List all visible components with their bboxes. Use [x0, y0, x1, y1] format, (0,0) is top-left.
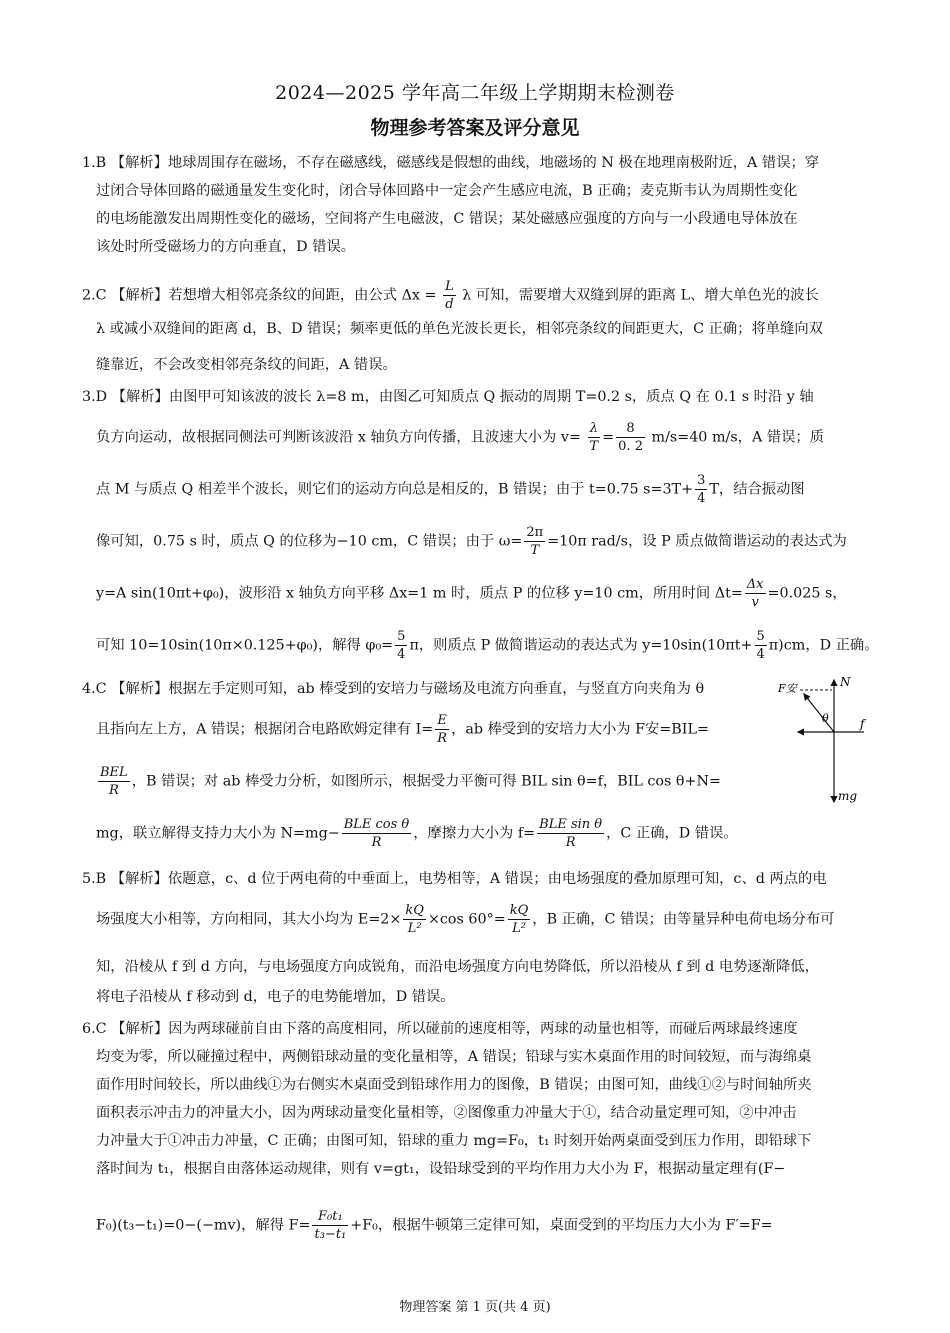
text-line: λ 或减小双缝间的距离 d，B、D 错误；频率更低的单色光波长更长，相邻亮条纹的间距更大，C 正确；将单缝向双	[96, 321, 823, 337]
text-segment: ，摩擦力大小为 f=	[413, 825, 536, 842]
text-line: 1.B 【解析】地球周围存在磁场，不存在磁感线，磁感线是假想的曲线，地磁场的 N 极在地理南极附近，A 错误；穿	[82, 155, 820, 171]
denominator: 4	[397, 647, 406, 662]
numerator: Δx	[746, 577, 764, 592]
text-segment: y=A sin(10πt+φ₀)，波形沿 x 轴负方向平移 Δx=1 m 时，质点 P 的位移 y=10 cm，所用时间 Δt=	[96, 585, 743, 602]
page-footer: 物理答案 第 1 页(共 4 页)	[399, 1300, 551, 1315]
denominator: R	[437, 731, 448, 746]
numerator: 3	[697, 473, 706, 488]
text-segment: ×cos 60°=	[427, 911, 506, 928]
denominator: T	[530, 543, 540, 558]
text-segment: λ 可知，需要增大双缝到屏的距离 L、增大单色光的波长	[462, 287, 819, 304]
text-line	[96, 904, 834, 935]
text-line	[96, 630, 879, 661]
text-line: 知，沿棱从 f 到 d 方向，与电场强度方向成锐角，而沿电场强度方向电势降低，所以沿棱从 f 到 d 电势逐渐降低，	[96, 959, 819, 975]
denominator: v	[751, 595, 759, 610]
numerator: BLE cos θ	[343, 817, 410, 832]
text-segment: ，ab 棒受到的安培力大小为 F安=BIL=	[451, 721, 709, 738]
text-line	[96, 422, 824, 453]
denominator: 4	[697, 491, 706, 506]
text-segment: 点 M 与质点 Q 相差半个波长，则它们的运动方向总是相反的，B 错误；由于 t=0.75 s=3T+	[96, 481, 694, 498]
text-line: 4.C 【解析】根据左手定则可知，ab 棒受到的安培力与磁场及电流方向垂直，与竖直方向夹角为 θ	[82, 681, 705, 697]
text-segment: =0.025 s，	[767, 585, 847, 602]
text-segment: m/s=40 m/s，A 错误；质	[651, 429, 825, 446]
denominator: T	[589, 439, 599, 454]
fraction	[342, 818, 412, 849]
fraction	[395, 630, 407, 661]
fraction	[443, 280, 456, 311]
text-segment: 像可知，0.75 s 时，质点 Q 的位移为−10 cm，C 错误；由于 ω=	[96, 533, 523, 550]
numerator: kQ	[405, 903, 424, 918]
fraction	[616, 422, 645, 453]
text-line: 该处时所受磁场力的方向垂直，D 错误。	[96, 239, 356, 255]
denominator: R	[371, 835, 382, 850]
numerator: BLE sin θ	[539, 817, 603, 832]
text-segment: F₀)(t₃−t₁)=0−(−mv)，解得 F=	[96, 1217, 311, 1234]
denominator: R	[565, 835, 576, 850]
fraction	[745, 578, 766, 609]
fraction	[508, 904, 531, 935]
fraction	[403, 904, 426, 935]
text-segment: π，则质点 P 做简谐运动的表达式为 y=10sin(10πt+	[409, 637, 753, 654]
denominator: d	[445, 297, 454, 312]
text-line: 均变为零，所以碰撞过程中，两侧铅球动量的变化量相等，A 错误；铅球与实木桌面作用的时间较短，而与海绵桌	[96, 1049, 812, 1065]
denominator: L²	[512, 921, 526, 936]
text-line: 5.B 【解析】依题意，c、d 位于两电荷的中垂面上，电势相等，A 错误；由电场强度的叠加原理可知，c、d 两点的电	[82, 871, 827, 887]
text-segment: ，C 正确，D 错误。	[606, 825, 738, 842]
denominator: L²	[407, 921, 422, 936]
force-diagram	[778, 672, 902, 812]
text-segment: 场强度大小相等，方向相同，其大小均为 E=2×	[96, 911, 402, 928]
text-line: 3.D 【解析】由图甲可知该波的波长 λ=8 m，由图乙可知质点 Q 振动的周期 T=0.2 s，质点 Q 在 0.1 s 时沿 y 轴	[82, 389, 814, 405]
text-line: 缝靠近，不会改变相邻亮条纹的间距，A 错误。	[96, 357, 397, 373]
fraction	[588, 422, 601, 453]
numerator: 5	[397, 629, 406, 644]
force-label-F: F安	[778, 682, 797, 695]
denominator: 0. 2	[618, 439, 643, 454]
text-line: 落时间为 t₁，根据自由落体运动规律，则有 v=gt₁，设铅球受到的平均作用力大小为 F，根据动量定理有(F−	[96, 1161, 786, 1177]
numerator: F₀t₁	[312, 1210, 348, 1226]
text-line: 将电子沿棱从 f 移动到 d，电子的电势能增加，D 错误。	[96, 989, 455, 1005]
exam-subtitle: 物理参考答案及评分意见	[370, 117, 580, 139]
text-line	[96, 474, 805, 505]
text-line: 面作用时间较长，所以曲线①为右侧实木桌面受到铅球作用力的图像，B 错误；由图可知，曲线①②与时间轴所夹	[96, 1077, 812, 1093]
fraction	[98, 766, 130, 797]
denominator: 4	[756, 647, 765, 662]
text-line	[96, 526, 847, 557]
text-segment: =10π rad/s，设 P 质点做简谐运动的表达式为	[547, 533, 847, 550]
text-line	[96, 1210, 773, 1241]
numerator: 2π	[526, 525, 544, 540]
text-line	[96, 578, 847, 609]
text-line: 的电场能激发出周期性变化的磁场，空间将产生电磁波，C 错误；某处磁感应强度的方向与一小段通电导体放在	[96, 211, 798, 227]
denominator: t₃−t₁	[314, 1227, 347, 1242]
force-label-mg: mg	[838, 789, 858, 803]
numerator: BEL	[100, 765, 128, 780]
text-line: 过闭合导体回路的磁通量发生变化时，闭合导体回路中一定会产生感应电流，B 正确；麦克斯韦认为周期性变化	[96, 183, 798, 199]
exam-title: 2024—2025 学年高二年级上学期期末检测卷	[275, 82, 675, 104]
numerator: E	[435, 714, 449, 730]
numerator: 8	[616, 422, 645, 438]
force-label-N: N	[840, 675, 851, 689]
numerator: 5	[756, 629, 765, 644]
text-line: 6.C 【解析】因为两球碰前自由下落的高度相同，所以碰前的速度相等，两球的动量也相等，而碰后两球最终速度	[82, 1021, 798, 1037]
text-segment: π)cm，D 正确。	[768, 637, 879, 654]
text-line	[96, 766, 721, 797]
text-segment: ，B 错误；对 ab 棒受力分析，如图所示，根据受力平衡可得 BIL sin θ=f，BIL cos θ+N=	[131, 773, 721, 790]
text-segment: 可知 10=10sin(10π×0.125+φ₀)，解得 φ₀=	[96, 637, 394, 654]
text-segment: 负方向运动，故根据同侧法可判断该波沿 x 轴负方向传播，且波速大小为 v=	[96, 429, 581, 446]
angle-label-theta: θ	[822, 712, 829, 725]
numerator: kQ	[509, 903, 529, 918]
numerator: λ	[588, 422, 601, 438]
fraction	[755, 630, 767, 661]
text-line: 面积表示冲击力的冲量大小，因为两球动量变化量相等，②图像重力冲量大于①，结合动量定理可知，②中冲击	[96, 1105, 797, 1121]
text-line	[82, 280, 819, 311]
text-segment: 2.C 【解析】若想增大相邻亮条纹的间距，由公式 Δx =	[82, 287, 437, 304]
text-line: 力冲量大于①冲击力冲量，C 正确；由图可知，铅球的重力 mg=F₀，t₁ 时刻开始两桌面受到压力作用，即铅球下	[96, 1133, 812, 1149]
text-line	[96, 818, 738, 849]
fraction	[435, 714, 449, 745]
force-label-f: f	[860, 717, 865, 731]
text-segment: T，结合振动图	[709, 481, 805, 498]
fraction	[524, 526, 545, 557]
text-segment: +F₀，根据牛顿第三定律可知，桌面受到的平均压力大小为 F′=F=	[350, 1217, 773, 1234]
ampere-force-arrow	[804, 694, 834, 732]
fraction	[537, 818, 604, 849]
text-segment: ，B 正确，C 错误；由等量异种电荷电场分布可	[532, 911, 835, 928]
text-line	[96, 714, 709, 745]
text-segment: mg，联立解得支持力大小为 N=mg−	[96, 825, 340, 842]
numerator: L	[445, 279, 454, 294]
fraction	[312, 1210, 348, 1241]
denominator: R	[108, 783, 119, 798]
fraction	[695, 474, 707, 505]
text-segment: =	[602, 429, 615, 446]
text-segment: 且指向左上方，A 错误；根据闭合电路欧姆定律有 I=	[96, 721, 434, 738]
